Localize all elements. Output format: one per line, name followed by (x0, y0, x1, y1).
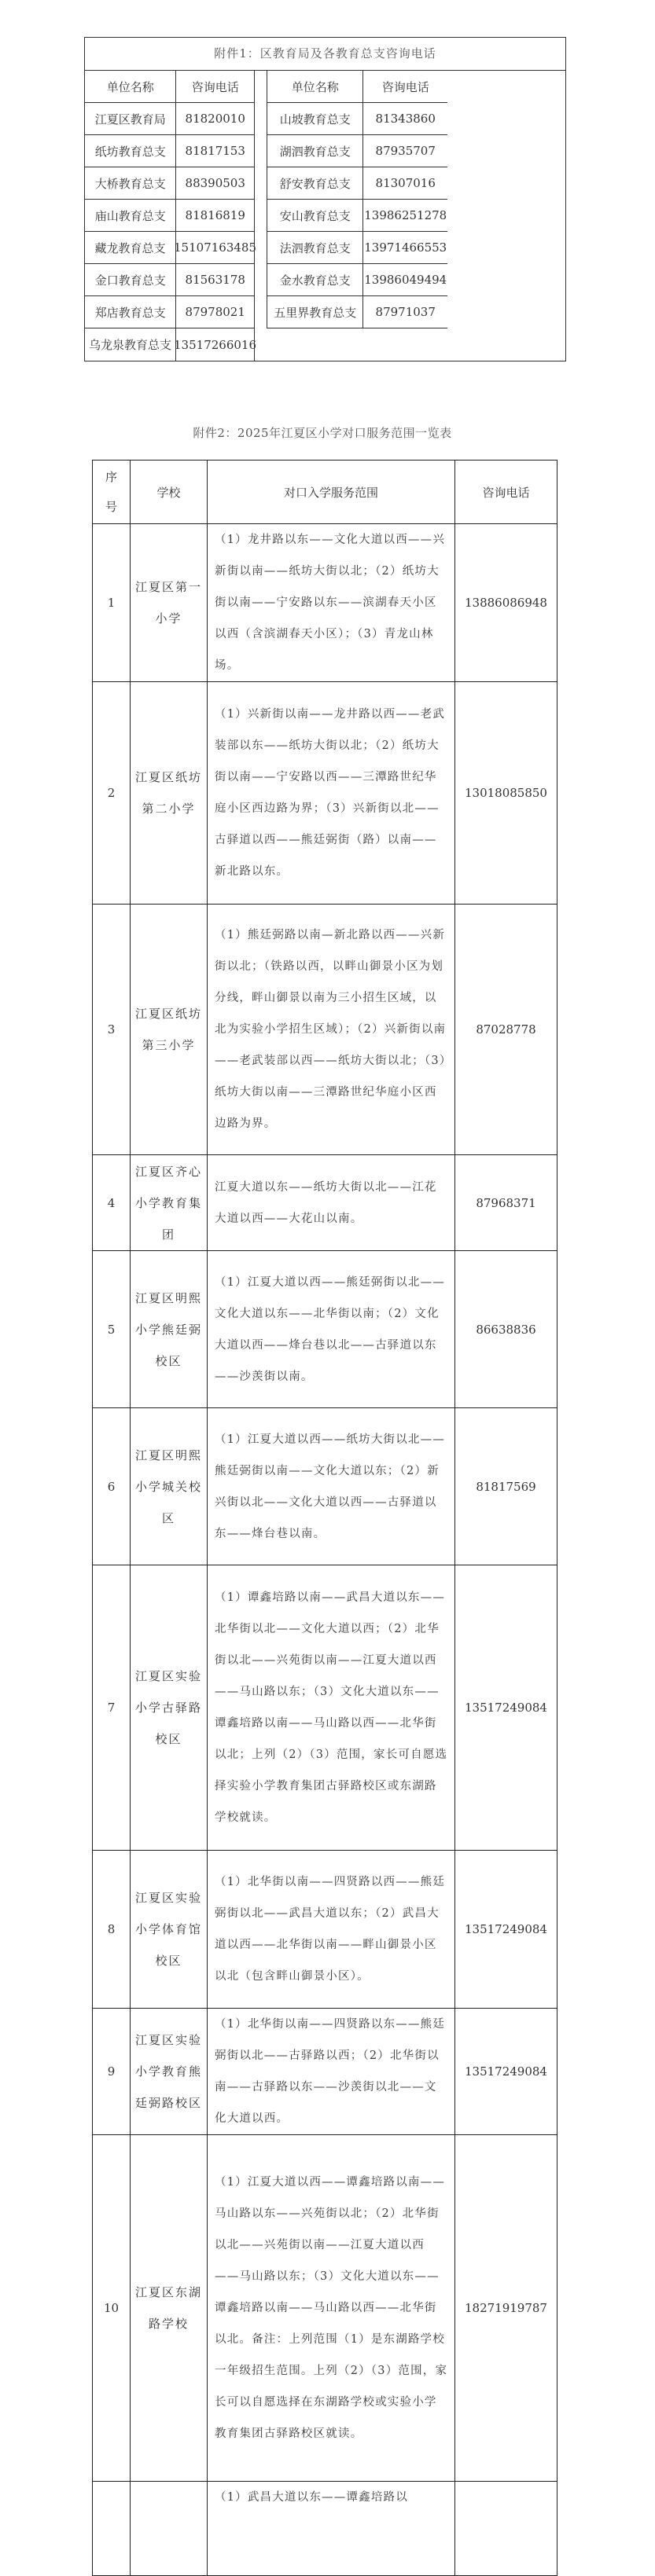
unit-phone: 13517266016 (174, 337, 256, 352)
header-phone: 咨询电话 (455, 461, 557, 524)
table-row (93, 2009, 557, 2135)
unit-name: 郑店教育总支 (85, 296, 176, 328)
unit-phone: 88390503 (185, 176, 245, 190)
table-row (93, 524, 557, 682)
unit-phone: 87978021 (185, 305, 245, 319)
row-school: 江夏区实验小学教育熊廷弼路校区 (131, 2009, 208, 2135)
header-phone: 咨询电话 (191, 79, 239, 94)
unit-phone: 81307016 (375, 176, 436, 190)
table-row (267, 167, 447, 200)
unit-phone: 81343860 (375, 112, 436, 126)
annex1-table (84, 37, 566, 361)
table-row (85, 232, 255, 264)
annex1-left-half (85, 71, 255, 361)
row-range: （1）谭鑫培路以南——武昌大道以东——北华街以北——文化大道以西；（2）北华街以北——兴苑街以南——江夏大道以西——马山路以东；（3）文化大道以东——谭鑫培路以南——马山路以西——北华街以北；上列（2）（3）范围，家长可自愿选择实验小学教育集团古驿路校区或东湖路学校就读。 (208, 1565, 455, 1851)
unit-phone: 87935707 (375, 144, 436, 158)
row-phone (455, 2482, 557, 2576)
table-row (93, 1155, 557, 1251)
row-phone: 13517249084 (455, 2009, 557, 2135)
row-phone: 87028778 (455, 905, 557, 1155)
table-row (85, 328, 255, 361)
row-seq (93, 2482, 131, 2576)
row-seq: 6 (93, 1408, 131, 1565)
row-school: 江夏区齐心小学教育集团 (131, 1155, 208, 1251)
annex2-table (92, 460, 557, 2576)
row-seq: 7 (93, 1565, 131, 1851)
table-row (85, 135, 255, 167)
row-range: 江夏大道以东——纸坊大街以北——江花大道以西——大花山以南。 (208, 1155, 455, 1251)
table-row (93, 1565, 557, 1851)
unit-name: 金口教育总支 (85, 264, 176, 295)
header-seq (93, 461, 131, 524)
unit-name: 舒安教育总支 (267, 167, 363, 199)
row-range: （1）江夏大道以西——谭鑫培路以南——马山路以东——兴苑街以北；（2）北华街以北——兴苑街以南——江夏大道以西——马山路以东；（3）文化大道以东——谭鑫培路以南——马山路以西——北华街以北。备注：上列范围（1）是东湖路学校一年级招生范围。上列（2）（3）范围，家长可以自愿选择在东湖路学校或实验小学教育集团古驿路校区就读。 (208, 2135, 455, 2482)
row-range: （1）武昌大道以东——谭鑫培路以 (208, 2482, 455, 2576)
annex2-title: 附件2：2025年江夏区小学对口服务范围一览表 (193, 426, 452, 440)
table-row (85, 200, 255, 232)
unit-phone: 13986049494 (364, 273, 447, 287)
unit-name: 金水教育总支 (267, 264, 363, 295)
row-seq: 5 (93, 1251, 131, 1408)
row-phone: 13886086948 (455, 524, 557, 682)
annex1-right-half (267, 71, 447, 361)
row-seq: 1 (93, 524, 131, 682)
table-row (93, 2135, 557, 2482)
row-school: 江夏区纸坊第三小学 (131, 905, 208, 1155)
table-row (93, 682, 557, 905)
row-school: 江夏区纸坊第二小学 (131, 682, 208, 905)
unit-name: 藏龙教育总支 (85, 232, 176, 263)
unit-name: 庙山教育总支 (85, 200, 176, 231)
table-row (267, 103, 447, 135)
table-row (267, 264, 447, 296)
row-seq: 3 (93, 905, 131, 1155)
row-school: 江夏区明熙小学熊廷弼校区 (131, 1251, 208, 1408)
row-range: （1）龙井路以东——文化大道以西——兴新街以南——纸坊大街以北；（2）纸坊大街以南——宁安路以东——滨湖春天小区以西（含滨湖春天小区）；（3）青龙山林场。 (208, 524, 455, 682)
table-row (267, 200, 447, 232)
table-row (85, 103, 255, 135)
row-range: （1）熊廷弼路以南—新北路以西——兴新街以北；（铁路以西，以畔山御景小区为划分线，畔山御景以南为三小招生区域，以北为实验小学招生区域）；（2）兴新街以南——老武装部以西——纸坊大街以北；（3）纸坊大街以南——三潭路世纪华庭小区西边路为界。 (208, 905, 455, 1155)
unit-phone: 87971037 (375, 305, 436, 319)
header-seq-line2: 号 (105, 500, 117, 514)
unit-name: 乌龙泉教育总支 (85, 328, 176, 361)
row-phone: 18271919787 (455, 2135, 557, 2482)
row-seq: 8 (93, 1851, 131, 2009)
header-phone: 咨询电话 (381, 79, 429, 94)
unit-name: 法泗教育总支 (267, 232, 363, 263)
row-school: 江夏区明熙小学城关校区 (131, 1408, 208, 1565)
row-school: 江夏区东湖路学校 (131, 2135, 208, 2482)
row-phone: 87968371 (455, 1155, 557, 1251)
unit-phone: 81816819 (185, 208, 245, 222)
row-phone: 13517249084 (455, 1851, 557, 2009)
table-row (85, 264, 255, 296)
unit-phone: 81820010 (185, 112, 245, 126)
row-phone: 13517249084 (455, 1565, 557, 1851)
table-row (85, 167, 255, 200)
annex1-header-row (267, 71, 447, 103)
row-seq: 4 (93, 1155, 131, 1251)
row-school: 江夏区实验小学体育馆校区 (131, 1851, 208, 2009)
row-range: （1）江夏大道以西——纸坊大街以北——熊廷弼街以南——文化大道以东；（2）新兴街以北——文化大道以西——古驿道以东——烽台巷以南。 (208, 1408, 455, 1565)
table-row (85, 296, 255, 328)
unit-name: 山坡教育总支 (267, 103, 363, 134)
table-row (267, 296, 447, 328)
table-row (93, 905, 557, 1155)
row-range: （1）北华街以南——四贤路以西——熊廷弼街以北——武昌大道以东；（2）武昌大道以西——北华街以南——畔山御景小区以北（包含畔山御景小区）。 (208, 1851, 455, 2009)
table-row (93, 1851, 557, 2009)
row-school (131, 2482, 208, 2576)
annex2-header-row (93, 461, 557, 524)
unit-phone: 13971466553 (364, 240, 447, 255)
row-school: 江夏区第一小学 (131, 524, 208, 682)
unit-name: 五里界教育总支 (267, 296, 363, 328)
table-row (93, 1408, 557, 1565)
row-range: （1）北华街以南——四贤路以东——熊廷弼街以北——古驿路以西；（2）北华街以南——古驿路以东——沙羡街以北——文化大道以西。 (208, 2009, 455, 2135)
table-row (93, 2482, 557, 2576)
row-seq: 10 (93, 2135, 131, 2482)
row-range: （1）兴新街以南——龙井路以西——老武装部以东——纸坊大街以北；（2）纸坊大街以南——宁安路以西——三潭路世纪华庭小区西边路为界；（3）兴新街以北——古驿道以西——熊廷弼街（路）以南——新北路以东。 (208, 682, 455, 905)
row-school: 江夏区实验小学古驿路校区 (131, 1565, 208, 1851)
row-phone: 81817569 (455, 1408, 557, 1565)
table-row (93, 1251, 557, 1408)
unit-name: 湖泗教育总支 (267, 135, 363, 167)
annex1-title: 附件1：区教育局及各教育总支咨询电话 (85, 38, 565, 71)
unit-name: 大桥教育总支 (85, 167, 176, 199)
annex1-header-row (85, 71, 255, 103)
row-seq: 2 (93, 682, 131, 905)
unit-phone: 13986251278 (364, 208, 447, 222)
header-range: 对口入学服务范围 (208, 461, 455, 524)
header-unit-name: 单位名称 (267, 71, 363, 102)
row-phone: 13018085850 (455, 682, 557, 905)
header-seq-line1: 序 (105, 470, 117, 484)
table-row (267, 135, 447, 167)
row-phone: 86638836 (455, 1251, 557, 1408)
unit-phone: 81817153 (185, 144, 245, 158)
table-row (267, 232, 447, 264)
unit-phone: 15107163485 (174, 240, 256, 255)
unit-name: 江夏区教育局 (85, 103, 176, 134)
unit-name: 安山教育总支 (267, 200, 363, 231)
header-school: 学校 (131, 461, 208, 524)
row-seq: 9 (93, 2009, 131, 2135)
row-range: （1）江夏大道以西——熊廷弼街以北——文化大道以东——北华街以南；（2）文化大道以西——烽台巷以北——古驿道以东——沙羡街以南。 (208, 1251, 455, 1408)
unit-phone: 81563178 (185, 273, 245, 287)
unit-name: 纸坊教育总支 (85, 135, 176, 167)
header-unit-name: 单位名称 (85, 71, 176, 102)
